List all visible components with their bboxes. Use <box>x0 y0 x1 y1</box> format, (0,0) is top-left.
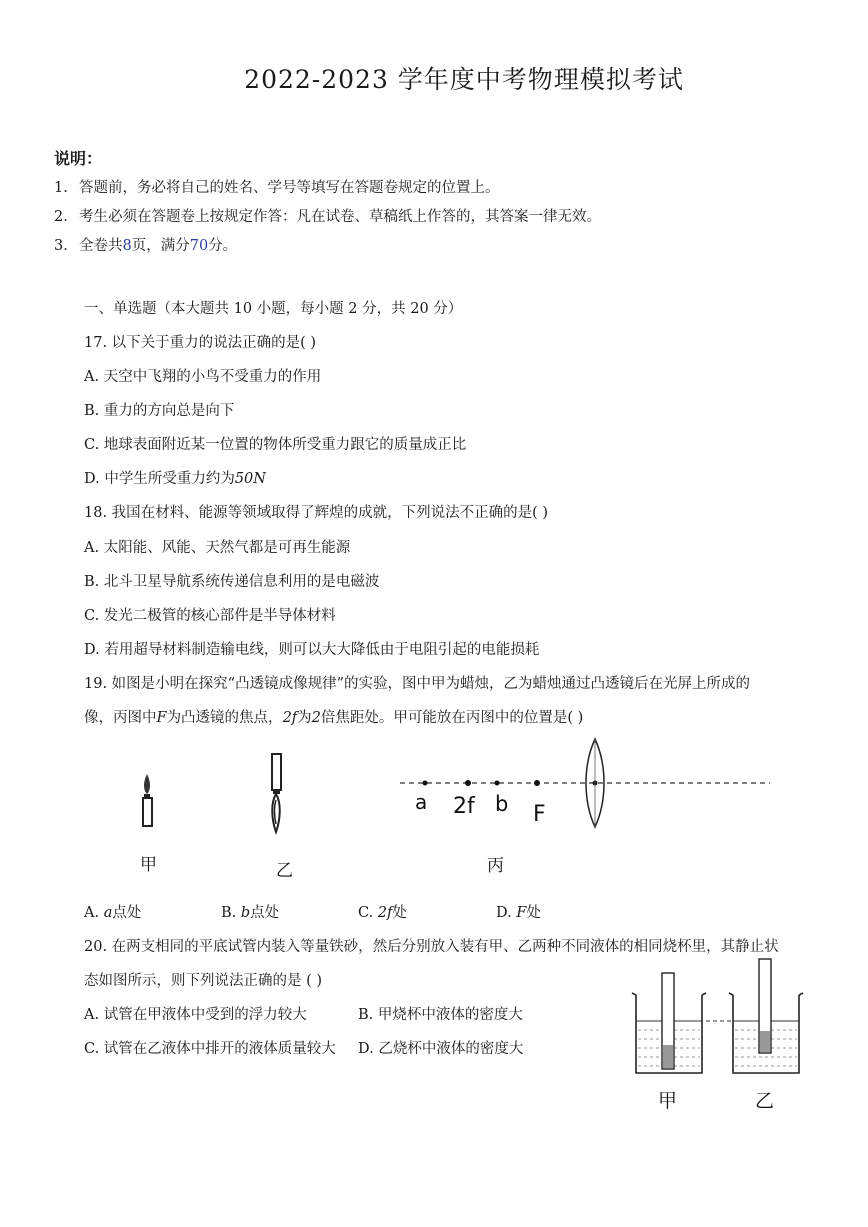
optical-bench-figure <box>395 735 775 880</box>
label-2f: 2f <box>453 794 475 819</box>
inverted-candle-body <box>272 754 281 790</box>
point-b <box>495 781 500 786</box>
q17-option-b: B. 重力的方向总是向下 <box>84 403 235 419</box>
q20-option-c: C. 试管在乙液体中排开的液体质量较大 <box>84 1041 336 1057</box>
q19-stem-line1: 19. 如图是小明在探究“凸透镜成像规律”的实验，图中甲为蜡烛，乙为蜡烛通过凸透镜后在光屏上所成的 <box>84 676 750 692</box>
instruction-item-1: 1. 答题前，务必将自己的姓名、学号等填写在答题卷规定的位置上。 <box>54 180 500 196</box>
label-f: F <box>533 802 546 827</box>
q18-option-b: B. 北斗卫星导航系统传递信息利用的是电磁波 <box>84 574 380 590</box>
q17-option-a: A. 天空中飞翔的小鸟不受重力的作用 <box>84 369 322 385</box>
q20-option-a: A. 试管在甲液体中受到的浮力较大 <box>84 1007 307 1023</box>
candle-flame <box>144 774 150 794</box>
fig-label-yi: 乙 <box>276 861 293 881</box>
fig-label-jia: 甲 <box>140 855 157 875</box>
q19-option-a: A. a点处 <box>84 905 142 921</box>
candle-figure <box>130 760 170 875</box>
exam-title: 2022-2023 学年度中考物理模拟考试 <box>244 65 684 94</box>
inverted-image-figure <box>262 748 306 883</box>
section-heading: 一、单选题（本大题共 10 小题，每小题 2 分，共 20 分） <box>84 301 463 317</box>
q20-option-d: D. 乙烧杯中液体的密度大 <box>358 1041 524 1057</box>
point-f <box>534 780 540 786</box>
q19-option-b: B. b点处 <box>221 905 280 921</box>
q17-option-d: D. 中学生所受重力约为50N <box>84 471 266 487</box>
beaker-jia <box>632 973 706 1073</box>
point-2f <box>465 780 471 786</box>
iron-sand-jia <box>663 1045 673 1068</box>
q18-option-a: A. 太阳能、风能、天然气都是可再生能源 <box>84 540 351 556</box>
point-a <box>423 781 428 786</box>
label-b: b <box>495 792 509 816</box>
beaker-yi <box>729 959 803 1073</box>
q20-option-b: B. 甲烧杯中液体的密度大 <box>358 1007 523 1023</box>
instructions-heading: 说明： <box>54 149 103 168</box>
q19-option-d: D. F处 <box>496 905 541 921</box>
instruction-item-2: 2. 考生必须在答题卷上按规定作答：凡在试卷、草稿纸上作答的，其答案一律无效。 <box>54 209 601 225</box>
instruction-item-3: 3. 全卷共8页，满分70分。 <box>54 238 238 254</box>
q17-option-c: C. 地球表面附近某一位置的物体所受重力跟它的质量成正比 <box>84 437 467 453</box>
q17-stem: 17. 以下关于重力的说法正确的是( ) <box>84 335 317 351</box>
inverted-flame <box>272 794 280 832</box>
q18-option-d: D. 若用超导材料制造输电线，则可以大大降低由于电阻引起的电能损耗 <box>84 642 540 658</box>
q18-option-c: C. 发光二极管的核心部件是半导体材料 <box>84 608 336 624</box>
candle-body <box>143 798 152 826</box>
q19-option-c: C. 2f处 <box>358 905 407 921</box>
q18-stem: 18. 我国在材料、能源等领域取得了辉煌的成就，下列说法不正确的是( ) <box>84 505 549 521</box>
q20-stem-line2: 态如图所示，则下列说法正确的是 ( ) <box>84 973 323 989</box>
q19-stem-line2: 像，丙图中F为凸透镜的焦点，2f为2倍焦距处。甲可能放在丙图中的位置是( ) <box>84 710 584 726</box>
iron-sand-yi <box>760 1031 770 1052</box>
fig-label-jia-beaker: 甲 <box>658 1090 678 1112</box>
fig-label-bing: 丙 <box>487 856 504 876</box>
q20-stem-line1: 20. 在两支相同的平底试管内装入等量铁砂，然后分别放入装有甲、乙两种不同液体的相同烧杯里，其静止状 <box>84 939 779 955</box>
fig-label-yi-beaker: 乙 <box>755 1090 775 1112</box>
beakers-figure <box>628 955 808 1115</box>
label-a: a <box>415 790 428 814</box>
